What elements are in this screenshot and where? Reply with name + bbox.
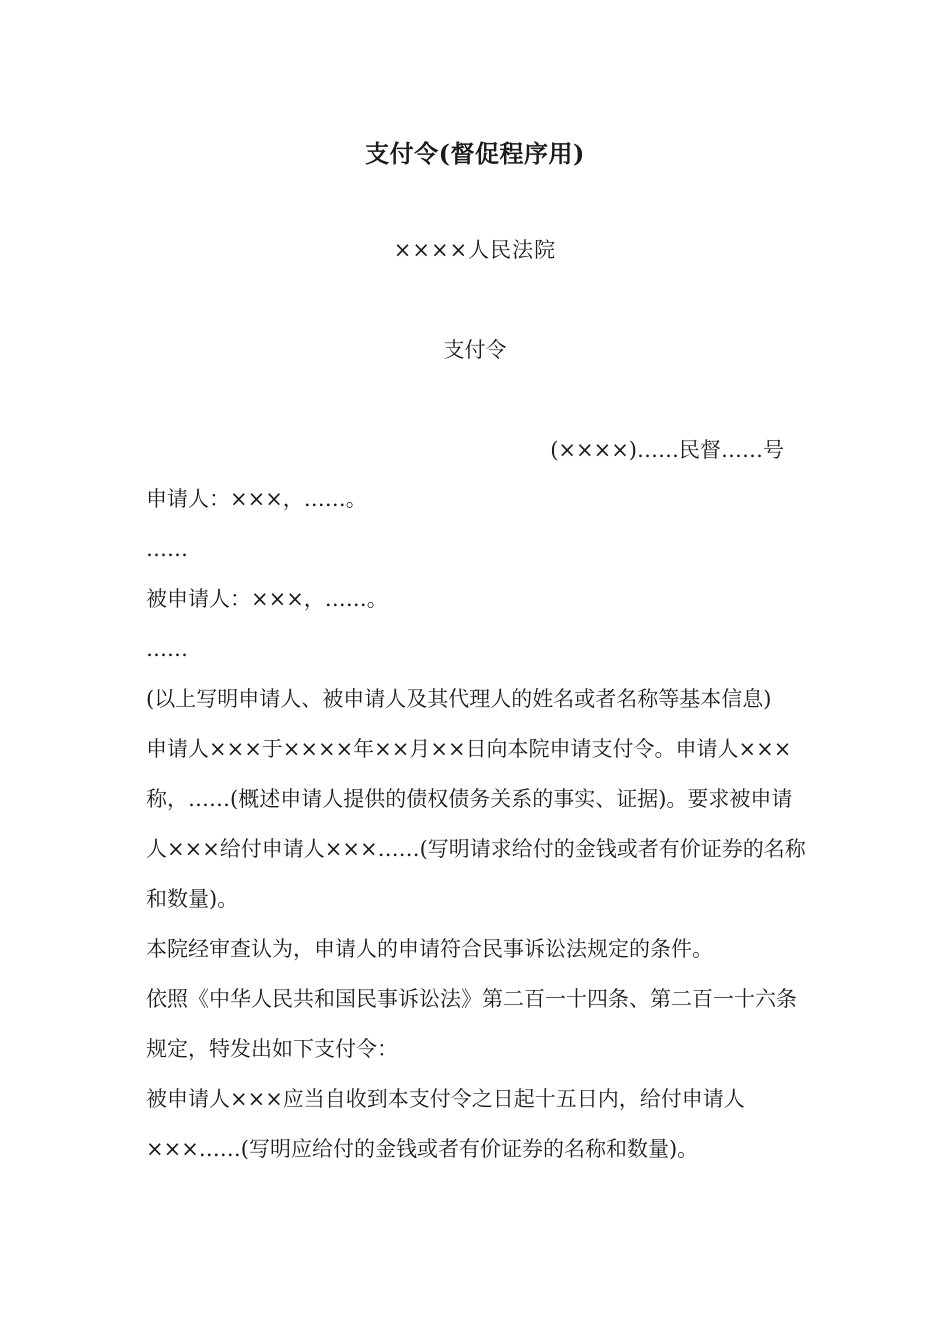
- paragraph-ellipsis: ……: [146, 637, 188, 661]
- court-name: ××××人民法院: [393, 238, 557, 262]
- paragraph-parties-note: (以上写明申请人、被申请人及其代理人的姓名或者名称等基本信息): [146, 687, 772, 711]
- paragraph-court-finding: 本院经审查认为，申请人的申请符合民事诉讼法规定的条件。: [146, 937, 713, 961]
- case-number: (××××)……民督……号: [550, 438, 784, 462]
- paragraph-ellipsis: ……: [146, 537, 188, 561]
- document-body: [146, 474, 808, 1174]
- paragraph-respondent: 被申请人：×××，……。: [146, 587, 388, 611]
- document-title: 支付令(督促程序用): [365, 139, 585, 168]
- paragraph-payment-order: 被申请人×××应当自收到本支付令之日起十五日内，给付申请人×××……(写明应给付的金钱或者有价证券的名称和数量)。: [146, 1087, 745, 1161]
- paragraph-applicant: 申请人：×××，……。: [146, 487, 367, 511]
- paragraph-application-facts: 申请人×××于××××年××月××日向本院申请支付令。申请人×××称，……(概述申请人提供的债权债务关系的事实、证据)。要求被申请人×××给付申请人×××……(写明请求给付的金钱或者有价证券的名称和数量)。: [146, 737, 806, 911]
- paragraph-legal-basis: 依照《中华人民共和国民事诉讼法》第二百一十四条、第二百一十六条规定，特发出如下支付令：: [146, 987, 797, 1061]
- document-type-heading: 支付令: [443, 338, 507, 362]
